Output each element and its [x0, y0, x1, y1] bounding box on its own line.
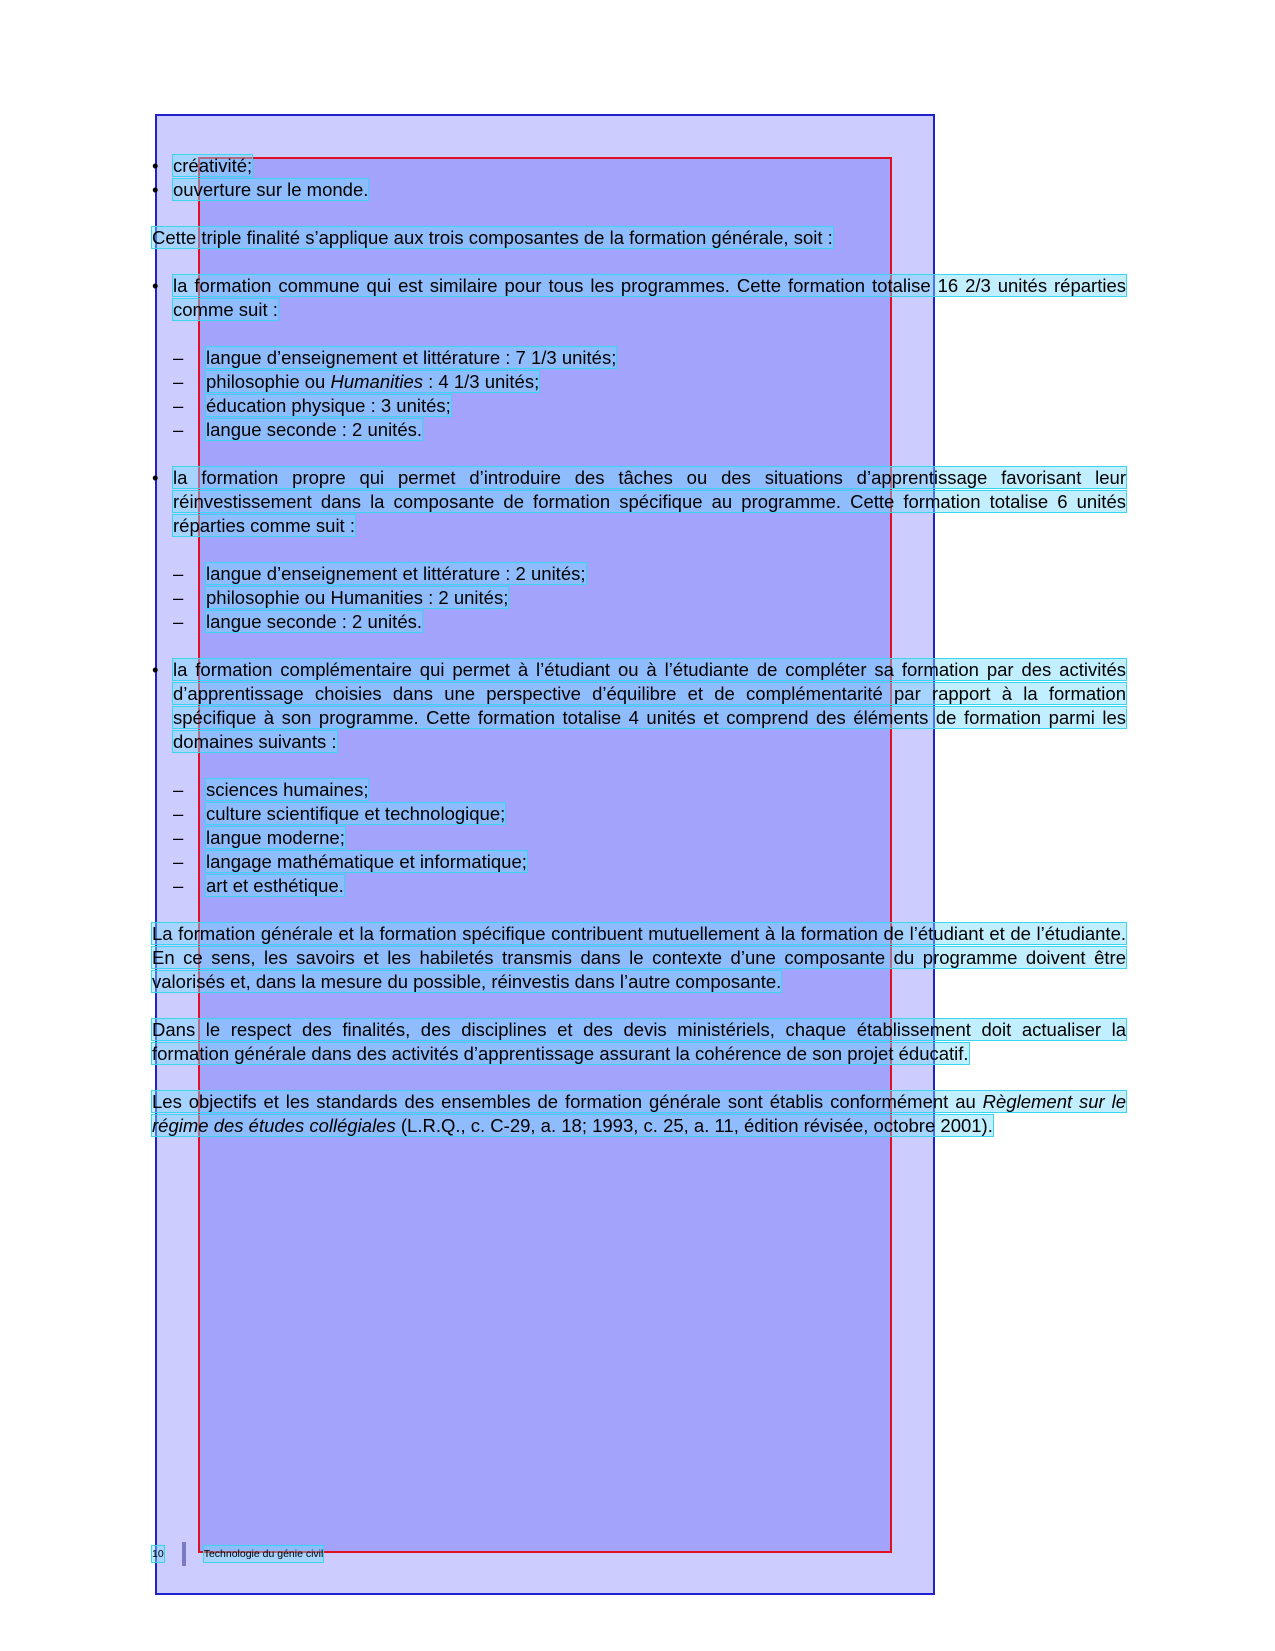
- list-item: – langue d’enseignement et littérature : 7 1/3 unités;: [173, 346, 1126, 370]
- paragraph-objectifs: Les objectifs et les standards des ensembles de formation générale sont établis conformément au Règlement sur le régime des études collégiales (L.R.Q., c. C-29, a. 18; 1993, c. 25, a. 11, édition révisée, octobre 2001).: [152, 1091, 1127, 1136]
- list-item: • créativité;: [152, 154, 1126, 178]
- list-item: – sciences humaines;: [173, 778, 1126, 802]
- list-item: – langue seconde : 2 unités.: [173, 610, 1126, 634]
- formation-commune-lead: • la formation commune qui est similaire pour tous les programmes. Cette formation totalise 16 2/3 unités réparties comme suit :: [152, 274, 1126, 322]
- footer-title: Technologie du génie civil: [203, 1548, 324, 1560]
- list-item: – philosophie ou Humanities : 4 1/3 unités;: [173, 370, 1126, 394]
- list-item: – art et esthétique.: [173, 874, 1126, 898]
- list-item: – langue moderne;: [173, 826, 1126, 850]
- footer-divider: [182, 1542, 186, 1566]
- list-item: – éducation physique : 3 unités;: [173, 394, 1126, 418]
- formation-propre-lead: • la formation propre qui permet d’introduire des tâches ou des situations d’apprentissage favorisant leur réinvestissement dans la composante de formation spécifique au programme. Cette formation totalise 6 unités réparties comme suit :: [152, 466, 1126, 538]
- list-item: – langage mathématique et informatique;: [173, 850, 1126, 874]
- page-number: 10: [152, 1548, 164, 1560]
- list-item: • ouverture sur le monde.: [152, 178, 1126, 202]
- intro-paragraph: Cette triple finalité s’applique aux trois composantes de la formation générale, soit :: [152, 227, 833, 248]
- list-item: – langue seconde : 2 unités.: [173, 418, 1126, 442]
- list-item: – philosophie ou Humanities : 2 unités;: [173, 586, 1126, 610]
- formation-complementaire-lead: • la formation complémentaire qui permet à l’étudiant ou à l’étudiante de compléter sa formation par des activités d’apprentissage choisies dans une perspective d’équilibre et de complémentarité par rapport à la formation spécifique à son programme. Cette formation totalise 4 unités et comprend des éléments de formation parmi les domaines suivants :: [152, 658, 1126, 754]
- paragraph-contribution: La formation générale et la formation spécifique contribuent mutuellement à la formation de l’étudiant et de l’étudiante. En ce sens, les savoirs et les habiletés transmis dans le contexte d’une composante du programme doivent être valorisés et, dans la mesure du possible, réinvestis dans l’autre composante.: [152, 923, 1126, 992]
- page-footer: [152, 1542, 323, 1566]
- list-item: – langue d’enseignement et littérature : 2 unités;: [173, 562, 1126, 586]
- paragraph-respect: Dans le respect des finalités, des disciplines et des devis ministériels, chaque établissement doit actualiser la formation générale dans des activités d’apprentissage assurant la cohérence de son projet éducatif.: [152, 1019, 1126, 1064]
- document-body: [152, 154, 1126, 1138]
- list-item: – culture scientifique et technologique;: [173, 802, 1126, 826]
